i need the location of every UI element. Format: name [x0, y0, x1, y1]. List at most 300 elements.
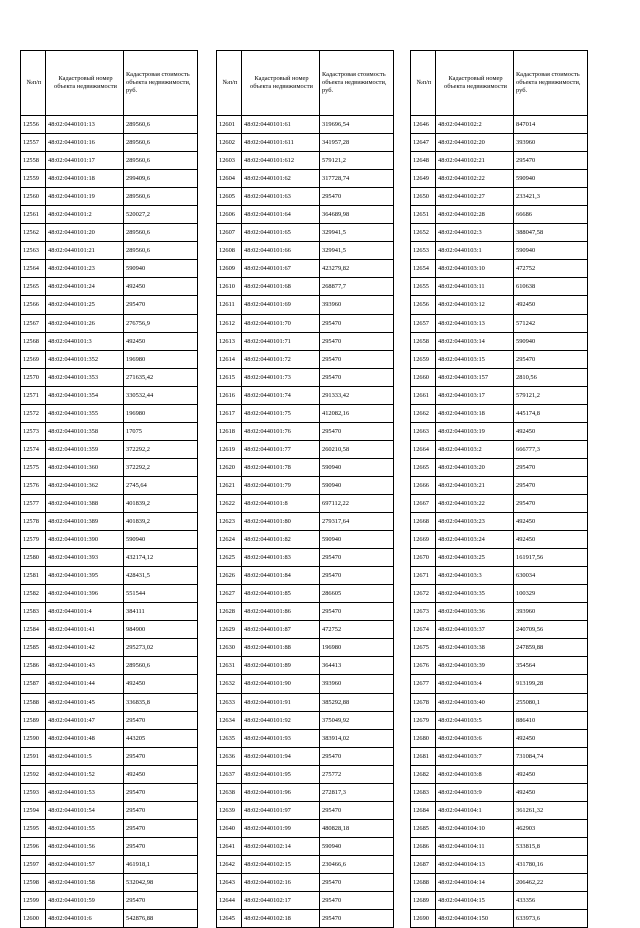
row-number-cell: 12581 — [21, 567, 46, 585]
row-number-cell: 12674 — [411, 621, 436, 639]
cadastral-number-cell: 48:02:0440101:57 — [46, 855, 124, 873]
table-row — [21, 386, 198, 404]
table-row — [411, 260, 588, 278]
row-number-cell: 12568 — [21, 332, 46, 350]
cadastral-number-cell: 48:02:0440101:2 — [46, 206, 124, 224]
cadastral-value-cell: 295470 — [320, 188, 394, 206]
cadastral-number-cell: 48:02:0440101:94 — [242, 747, 320, 765]
row-number-cell: 12666 — [411, 476, 436, 494]
cadastral-value-cell: 372292,2 — [124, 440, 198, 458]
cadastral-number-cell: 48:02:0440101:97 — [242, 801, 320, 819]
cadastral-number-cell: 48:02:0440101:41 — [46, 621, 124, 639]
row-number-cell: 12643 — [217, 873, 242, 891]
row-number-cell: 12589 — [21, 711, 46, 729]
cadastral-number-cell: 48:02:0440101:45 — [46, 693, 124, 711]
cadastral-value-cell: 393960 — [514, 134, 588, 152]
row-number-cell: 12626 — [217, 567, 242, 585]
row-number-cell: 12572 — [21, 404, 46, 422]
cadastral-value-cell: 230466,6 — [320, 855, 394, 873]
cadastral-number-cell: 48:02:0440103:12 — [436, 296, 514, 314]
row-number-cell: 12610 — [217, 278, 242, 296]
cadastral-value-cell: 329941,5 — [320, 242, 394, 260]
table-row — [217, 476, 394, 494]
table-row — [21, 260, 198, 278]
cadastral-number-cell: 48:02:0440104:14 — [436, 873, 514, 891]
cadastral-value-cell: 590940 — [320, 531, 394, 549]
row-number-cell: 12567 — [21, 314, 46, 332]
cadastral-number-cell: 48:02:0440103:37 — [436, 621, 514, 639]
cadastral-number-cell: 48:02:0440101:354 — [46, 386, 124, 404]
table-row — [217, 855, 394, 873]
table-row — [21, 152, 198, 170]
cadastral-number-cell: 48:02:0440101:74 — [242, 386, 320, 404]
table-row — [411, 188, 588, 206]
table-row — [411, 494, 588, 512]
row-number-cell: 12597 — [21, 855, 46, 873]
header-num: №п/п — [21, 51, 46, 116]
cadastral-value-cell: 299409,6 — [124, 170, 198, 188]
row-number-cell: 12654 — [411, 260, 436, 278]
table-row — [21, 458, 198, 476]
cadastral-number-cell: 48:02:0440103:35 — [436, 585, 514, 603]
table-row — [21, 783, 198, 801]
table-row — [217, 242, 394, 260]
cadastral-value-cell: 590940 — [514, 242, 588, 260]
table-header-row — [21, 51, 198, 116]
row-number-cell: 12556 — [21, 116, 46, 134]
cadastral-value-cell: 289560,6 — [124, 657, 198, 675]
table-row — [411, 368, 588, 386]
table-row — [411, 855, 588, 873]
row-number-cell: 12616 — [217, 386, 242, 404]
cadastral-number-cell: 48:02:0440101:96 — [242, 783, 320, 801]
header-cadastral-number: Кадастровый номер объекта недвижимости — [46, 51, 124, 116]
table-row — [217, 404, 394, 422]
cadastral-number-cell: 48:02:0440101:71 — [242, 332, 320, 350]
table-row — [217, 711, 394, 729]
table-row — [21, 855, 198, 873]
row-number-cell: 12672 — [411, 585, 436, 603]
row-number-cell: 12650 — [411, 188, 436, 206]
table-row — [217, 314, 394, 332]
cadastral-number-cell: 48:02:0440103:22 — [436, 494, 514, 512]
cadastral-number-cell: 48:02:0440101:360 — [46, 458, 124, 476]
table-row — [217, 278, 394, 296]
table-row — [21, 711, 198, 729]
cadastral-number-cell: 48:02:0440104:15 — [436, 892, 514, 910]
table-row — [217, 296, 394, 314]
row-number-cell: 12565 — [21, 278, 46, 296]
row-number-cell: 12607 — [217, 224, 242, 242]
cadastral-value-cell: 295470 — [320, 747, 394, 765]
cadastral-value-cell: 432174,12 — [124, 549, 198, 567]
table-row — [21, 278, 198, 296]
table-row — [411, 116, 588, 134]
table-row — [21, 639, 198, 657]
cadastral-number-cell: 48:02:0440101:64 — [242, 206, 320, 224]
cadastral-number-cell: 48:02:0440101:20 — [46, 224, 124, 242]
cadastral-number-cell: 48:02:0440104:13 — [436, 855, 514, 873]
row-number-cell: 12595 — [21, 819, 46, 837]
cadastral-number-cell: 48:02:0440101:44 — [46, 675, 124, 693]
row-number-cell: 12573 — [21, 422, 46, 440]
table-row — [411, 386, 588, 404]
table-row — [21, 206, 198, 224]
cadastral-value-cell: 295470 — [514, 494, 588, 512]
cadastral-value-cell: 590940 — [124, 531, 198, 549]
cadastral-number-cell: 48:02:0440101:92 — [242, 711, 320, 729]
cadastral-value-cell: 697112,22 — [320, 494, 394, 512]
cadastral-value-cell: 847014 — [514, 116, 588, 134]
table-row — [21, 368, 198, 386]
row-number-cell: 12651 — [411, 206, 436, 224]
cadastral-number-cell: 48:02:0440103:38 — [436, 639, 514, 657]
table-row — [217, 458, 394, 476]
cadastral-number-cell: 48:02:0440103:10 — [436, 260, 514, 278]
cadastral-number-cell: 48:02:0440101:69 — [242, 296, 320, 314]
table-row — [21, 314, 198, 332]
table-row — [411, 314, 588, 332]
table-row — [411, 152, 588, 170]
cadastral-number-cell: 48:02:0440103:11 — [436, 278, 514, 296]
cadastral-value-cell: 401839,2 — [124, 513, 198, 531]
table-row — [21, 729, 198, 747]
table-row — [21, 657, 198, 675]
row-number-cell: 12647 — [411, 134, 436, 152]
table-row — [411, 224, 588, 242]
cadastral-value-cell: 571242 — [514, 314, 588, 332]
cadastral-value-cell: 240709,56 — [514, 621, 588, 639]
cadastral-value-cell: 433356 — [514, 892, 588, 910]
table-row — [411, 639, 588, 657]
row-number-cell: 12675 — [411, 639, 436, 657]
row-number-cell: 12591 — [21, 747, 46, 765]
cadastral-value-cell: 354564 — [514, 657, 588, 675]
cadastral-number-cell: 48:02:0440101:389 — [46, 513, 124, 531]
cadastral-value-cell: 412082,16 — [320, 404, 394, 422]
cadastral-number-cell: 48:02:0440101:26 — [46, 314, 124, 332]
cadastral-number-cell: 48:02:0440101:85 — [242, 585, 320, 603]
cadastral-number-cell: 48:02:0440102:17 — [242, 892, 320, 910]
cadastral-value-cell: 364413 — [320, 657, 394, 675]
table-row — [217, 188, 394, 206]
cadastral-value-cell: 196980 — [124, 350, 198, 368]
table-row — [21, 585, 198, 603]
table-row — [217, 693, 394, 711]
table-row — [21, 134, 198, 152]
table-row — [217, 549, 394, 567]
row-number-cell: 12602 — [217, 134, 242, 152]
table-row — [411, 296, 588, 314]
row-number-cell: 12684 — [411, 801, 436, 819]
cadastral-number-cell: 48:02:0440101:73 — [242, 368, 320, 386]
cadastral-number-cell: 48:02:0440101:55 — [46, 819, 124, 837]
row-number-cell: 12688 — [411, 873, 436, 891]
cadastral-value-cell: 295470 — [124, 711, 198, 729]
row-number-cell: 12648 — [411, 152, 436, 170]
row-number-cell: 12614 — [217, 350, 242, 368]
cadastral-number-cell: 48:02:0440101:611 — [242, 134, 320, 152]
cadastral-value-cell: 289560,6 — [124, 242, 198, 260]
cadastral-value-cell: 401839,2 — [124, 494, 198, 512]
cadastral-value-cell: 384111 — [124, 603, 198, 621]
row-number-cell: 12685 — [411, 819, 436, 837]
row-number-cell: 12571 — [21, 386, 46, 404]
cadastral-value-cell: 393960 — [320, 675, 394, 693]
cadastral-number-cell: 48:02:0440101:90 — [242, 675, 320, 693]
cadastral-number-cell: 48:02:0440101:43 — [46, 657, 124, 675]
cadastral-number-cell: 48:02:0440103:17 — [436, 386, 514, 404]
row-number-cell: 12677 — [411, 675, 436, 693]
cadastral-number-cell: 48:02:0440102:15 — [242, 855, 320, 873]
cadastral-value-cell: 533815,8 — [514, 837, 588, 855]
cadastral-value-cell: 275772 — [320, 765, 394, 783]
table-row — [217, 747, 394, 765]
cadastral-value-cell: 295470 — [124, 801, 198, 819]
cadastral-value-cell: 590940 — [320, 476, 394, 494]
cadastral-value-cell: 492450 — [514, 422, 588, 440]
cadastral-number-cell: 48:02:0440101:78 — [242, 458, 320, 476]
table-row — [21, 621, 198, 639]
row-number-cell: 12557 — [21, 134, 46, 152]
table-row — [217, 206, 394, 224]
table-row — [217, 440, 394, 458]
row-number-cell: 12667 — [411, 494, 436, 512]
cadastral-value-cell: 579121,2 — [320, 152, 394, 170]
cadastral-value-cell: 590940 — [320, 458, 394, 476]
table-row — [21, 350, 198, 368]
cadastral-number-cell: 48:02:0440101:62 — [242, 170, 320, 188]
cadastral-number-cell: 48:02:0440103:23 — [436, 513, 514, 531]
table-row — [21, 242, 198, 260]
cadastral-number-cell: 48:02:0440103:40 — [436, 693, 514, 711]
header-cadastral-value: Кадастровая стоимость объекта недвижимости, руб. — [514, 51, 588, 116]
cadastral-value-cell: 520027,2 — [124, 206, 198, 224]
cadastral-number-cell: 48:02:0440101:47 — [46, 711, 124, 729]
table-row — [411, 350, 588, 368]
row-number-cell: 12612 — [217, 314, 242, 332]
cadastral-number-cell: 48:02:0440101:95 — [242, 765, 320, 783]
row-number-cell: 12564 — [21, 260, 46, 278]
cadastral-value-cell: 542876,88 — [124, 910, 198, 928]
cadastral-number-cell: 48:02:0440103:25 — [436, 549, 514, 567]
row-number-cell: 12613 — [217, 332, 242, 350]
cadastral-number-cell: 48:02:0440101:16 — [46, 134, 124, 152]
cadastral-number-cell: 48:02:0440101:67 — [242, 260, 320, 278]
table-row — [21, 765, 198, 783]
cadastral-number-cell: 48:02:0440101:58 — [46, 873, 124, 891]
cadastral-value-cell: 492450 — [514, 296, 588, 314]
row-number-cell: 12630 — [217, 639, 242, 657]
header-cadastral-value: Кадастровая стоимость объекта недвижимости, руб. — [124, 51, 198, 116]
row-number-cell: 12559 — [21, 170, 46, 188]
table-row — [217, 657, 394, 675]
cadastral-number-cell: 48:02:0440101:84 — [242, 567, 320, 585]
cadastral-number-cell: 48:02:0440101:68 — [242, 278, 320, 296]
cadastral-number-cell: 48:02:0440102:2 — [436, 116, 514, 134]
row-number-cell: 12574 — [21, 440, 46, 458]
table-row — [217, 152, 394, 170]
table-row — [21, 549, 198, 567]
cadastral-number-cell: 48:02:0440102:28 — [436, 206, 514, 224]
cadastral-value-cell: 461918,1 — [124, 855, 198, 873]
cadastral-value-cell: 100329 — [514, 585, 588, 603]
cadastral-number-cell: 48:02:0440104:10 — [436, 819, 514, 837]
header-cadastral-number: Кадастровый номер объекта недвижимости — [242, 51, 320, 116]
row-number-cell: 12629 — [217, 621, 242, 639]
table-row — [411, 657, 588, 675]
table-row — [21, 170, 198, 188]
cadastral-value-cell: 984900 — [124, 621, 198, 639]
cadastral-number-cell: 48:02:0440101:42 — [46, 639, 124, 657]
table-row — [411, 567, 588, 585]
cadastral-value-cell: 295470 — [320, 892, 394, 910]
table-row — [411, 404, 588, 422]
cadastral-value-cell: 393960 — [514, 603, 588, 621]
cadastral-value-cell: 289560,6 — [124, 116, 198, 134]
row-number-cell: 12618 — [217, 422, 242, 440]
cadastral-number-cell: 48:02:0440101:3 — [46, 332, 124, 350]
cadastral-value-cell: 492450 — [124, 332, 198, 350]
row-number-cell: 12645 — [217, 910, 242, 928]
cadastral-number-cell: 48:02:0440101:352 — [46, 350, 124, 368]
cadastral-number-cell: 48:02:0440101:83 — [242, 549, 320, 567]
cadastral-value-cell: 393960 — [320, 296, 394, 314]
table-body — [217, 116, 394, 928]
cadastral-number-cell: 48:02:0440102:27 — [436, 188, 514, 206]
table-row — [21, 422, 198, 440]
table-row — [217, 801, 394, 819]
row-number-cell: 12659 — [411, 350, 436, 368]
row-number-cell: 12670 — [411, 549, 436, 567]
row-number-cell: 12617 — [217, 404, 242, 422]
cadastral-number-cell: 48:02:0440103:2 — [436, 440, 514, 458]
cadastral-value-cell: 630034 — [514, 567, 588, 585]
table-row — [21, 404, 198, 422]
row-number-cell: 12625 — [217, 549, 242, 567]
cadastral-number-cell: 48:02:0440101:390 — [46, 531, 124, 549]
cadastral-number-cell: 48:02:0440104:1 — [436, 801, 514, 819]
cadastral-number-cell: 48:02:0440102:20 — [436, 134, 514, 152]
cadastral-number-cell: 48:02:0440103:6 — [436, 729, 514, 747]
cadastral-value-cell: 341957,28 — [320, 134, 394, 152]
row-number-cell: 12566 — [21, 296, 46, 314]
cadastral-value-cell: 423279,82 — [320, 260, 394, 278]
row-number-cell: 12646 — [411, 116, 436, 134]
table-row — [217, 675, 394, 693]
row-number-cell: 12620 — [217, 458, 242, 476]
cadastral-number-cell: 48:02:0440103:36 — [436, 603, 514, 621]
cadastral-value-cell: 295470 — [514, 152, 588, 170]
table-row — [21, 296, 198, 314]
row-number-cell: 12640 — [217, 819, 242, 837]
row-number-cell: 12632 — [217, 675, 242, 693]
row-number-cell: 12590 — [21, 729, 46, 747]
table-row — [217, 531, 394, 549]
table-row — [217, 603, 394, 621]
row-number-cell: 12638 — [217, 783, 242, 801]
cadastral-number-cell: 48:02:0440101:4 — [46, 603, 124, 621]
row-number-cell: 12665 — [411, 458, 436, 476]
cadastral-value-cell: 295470 — [320, 910, 394, 928]
row-number-cell: 12575 — [21, 458, 46, 476]
table-row — [21, 531, 198, 549]
row-number-cell: 12661 — [411, 386, 436, 404]
table-row — [411, 242, 588, 260]
table-row — [411, 458, 588, 476]
cadastral-number-cell: 48:02:0440103:19 — [436, 422, 514, 440]
row-number-cell: 12627 — [217, 585, 242, 603]
table-row — [21, 910, 198, 928]
table-row — [21, 567, 198, 585]
table-row — [411, 332, 588, 350]
cadastral-value-cell: 472752 — [320, 621, 394, 639]
table-row — [411, 476, 588, 494]
cadastral-value-cell: 375049,92 — [320, 711, 394, 729]
cadastral-number-cell: 48:02:0440103:8 — [436, 765, 514, 783]
cadastral-value-cell: 372292,2 — [124, 458, 198, 476]
table-row — [21, 747, 198, 765]
cadastral-value-cell: 590940 — [514, 170, 588, 188]
row-number-cell: 12635 — [217, 729, 242, 747]
cadastral-value-cell: 336835,8 — [124, 693, 198, 711]
row-number-cell: 12658 — [411, 332, 436, 350]
row-number-cell: 12619 — [217, 440, 242, 458]
row-number-cell: 12606 — [217, 206, 242, 224]
row-number-cell: 12577 — [21, 494, 46, 512]
cadastral-value-cell: 161917,56 — [514, 549, 588, 567]
table-row — [411, 513, 588, 531]
row-number-cell: 12592 — [21, 765, 46, 783]
cadastral-value-cell: 295470 — [320, 350, 394, 368]
row-number-cell: 12598 — [21, 873, 46, 891]
cadastral-value-cell: 361261,32 — [514, 801, 588, 819]
cadastral-value-cell: 289560,6 — [124, 152, 198, 170]
cadastral-value-cell: 364689,98 — [320, 206, 394, 224]
row-number-cell: 12673 — [411, 603, 436, 621]
table-row — [217, 260, 394, 278]
row-number-cell: 12671 — [411, 567, 436, 585]
cadastral-value-cell: 66686 — [514, 206, 588, 224]
cadastral-value-cell: 731084,74 — [514, 747, 588, 765]
cadastral-value-cell: 272817,3 — [320, 783, 394, 801]
table-row — [21, 116, 198, 134]
row-number-cell: 12594 — [21, 801, 46, 819]
cadastral-table-2 — [216, 50, 394, 928]
cadastral-number-cell: 48:02:0440101:86 — [242, 603, 320, 621]
row-number-cell: 12562 — [21, 224, 46, 242]
row-number-cell: 12622 — [217, 494, 242, 512]
cadastral-number-cell: 48:02:0440101:24 — [46, 278, 124, 296]
cadastral-number-cell: 48:02:0440101:91 — [242, 693, 320, 711]
table-row — [411, 729, 588, 747]
cadastral-value-cell: 295470 — [514, 476, 588, 494]
cadastral-number-cell: 48:02:0440101:358 — [46, 422, 124, 440]
table-row — [411, 892, 588, 910]
row-number-cell: 12603 — [217, 152, 242, 170]
row-number-cell: 12608 — [217, 242, 242, 260]
cadastral-value-cell: 295273,02 — [124, 639, 198, 657]
cadastral-value-cell: 428431,5 — [124, 567, 198, 585]
table-row — [411, 837, 588, 855]
cadastral-value-cell: 268877,7 — [320, 278, 394, 296]
table-row — [411, 747, 588, 765]
header-cadastral-number: Кадастровый номер объекта недвижимости — [436, 51, 514, 116]
table-row — [411, 765, 588, 783]
cadastral-number-cell: 48:02:0440101:79 — [242, 476, 320, 494]
cadastral-number-cell: 48:02:0440103:39 — [436, 657, 514, 675]
row-number-cell: 12560 — [21, 188, 46, 206]
